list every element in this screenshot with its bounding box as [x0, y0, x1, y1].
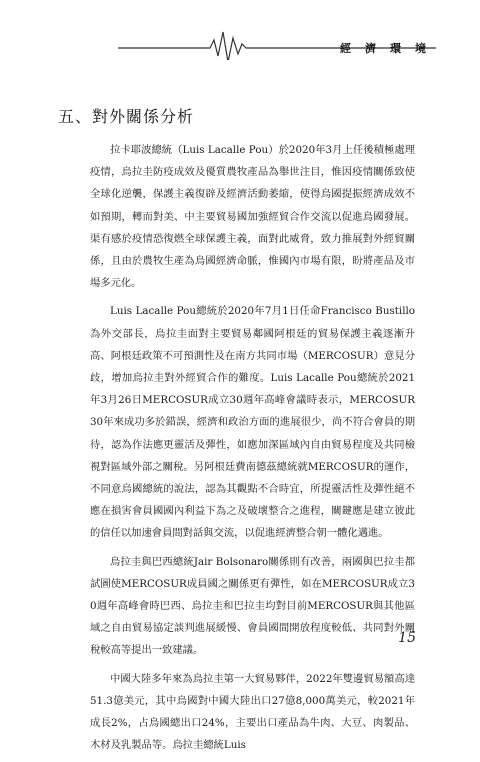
- paragraph: Luis Lacalle Pou總統於2020年7月1日任命Francisco Bustillo為外交部長，烏拉圭面對主要貿易鄰國阿根廷的貿易保護主義逐漸升高、阿根廷政策不可預測性及在南方共同市場（MERCOSUR）意見分歧，增加烏拉圭對外經貿合作的難度。Luis Lacalle Pou總統於2021年3月26日MERCOSUR成立30週年高峰會議時表示，MERCOSUR 30年來成功多於錯誤，經濟和政治方面的進展很少，尚不符合會員的期待，認為作法應更靈活及彈性，如應加深區域內自由貿易程度及共同檢視對區域外部之關稅。另阿根廷費南德茲總統就MERCOSUR的運作，不同意烏國總統的說法，認為其觀點不合時宜，所提靈活性及彈性絕不應在損害會員國國內利益下為之及破壞整合之進程，關鍵應是建立彼此的信任以加速會員間對話與交流，以促進經濟整合朝一體化邁進。: [90, 305, 415, 540]
- running-header-title: 經濟環境: [340, 42, 440, 55]
- section-heading: 五、對外關係分析: [58, 107, 195, 126]
- running-header: [0, 0, 480, 60]
- paragraph: 中國大陸多年來為烏拉圭第一大貿易夥伴，2022年雙邊貿易額高達51.3億美元，其中烏國對中國大陸出口27億8,000萬美元，較2021年成長2%，占烏國總出口24%，主要出口產品為牛肉、大豆、肉製品、木材及乳製品等。烏拉圭總統Luis: [90, 672, 415, 752]
- page-number: 15: [398, 630, 416, 646]
- paragraph: 拉卡耶波總統（Luis Lacalle Pou）於2020年3月上任後積極處理疫情，烏拉圭防疫成效及優質農牧產品為舉世注目，惟因疫情關係致使全球化逆襲，保護主義復辟及經濟活動萎縮，使得烏國提振經濟成效不如預期，轉而對美、中主要貿易國加強經貿合作交流以促進烏國發展。渠有感於疫情恐復燃全球保護主義，面對此威脅，致力推展對外經貿關係，且由於農牧生產為烏國經濟命脈，惟國內市場有限，盼將產品及市場多元化。: [90, 144, 415, 290]
- body-text: [90, 139, 415, 762]
- paragraph: 烏拉圭與巴西總統Jair Bolsonaro關係則有改善，兩國與巴拉圭都試圖使MERCOSUR成員國之關係更有彈性，如在MERCOSUR成立30週年高峰會時巴西、烏拉圭和巴拉圭均對目前MERCOSUR與其他區域之自由貿易協定談判進展緩慢、會員國間開放程度較低、共同對外關稅較高等提出一致建議。: [90, 555, 415, 657]
